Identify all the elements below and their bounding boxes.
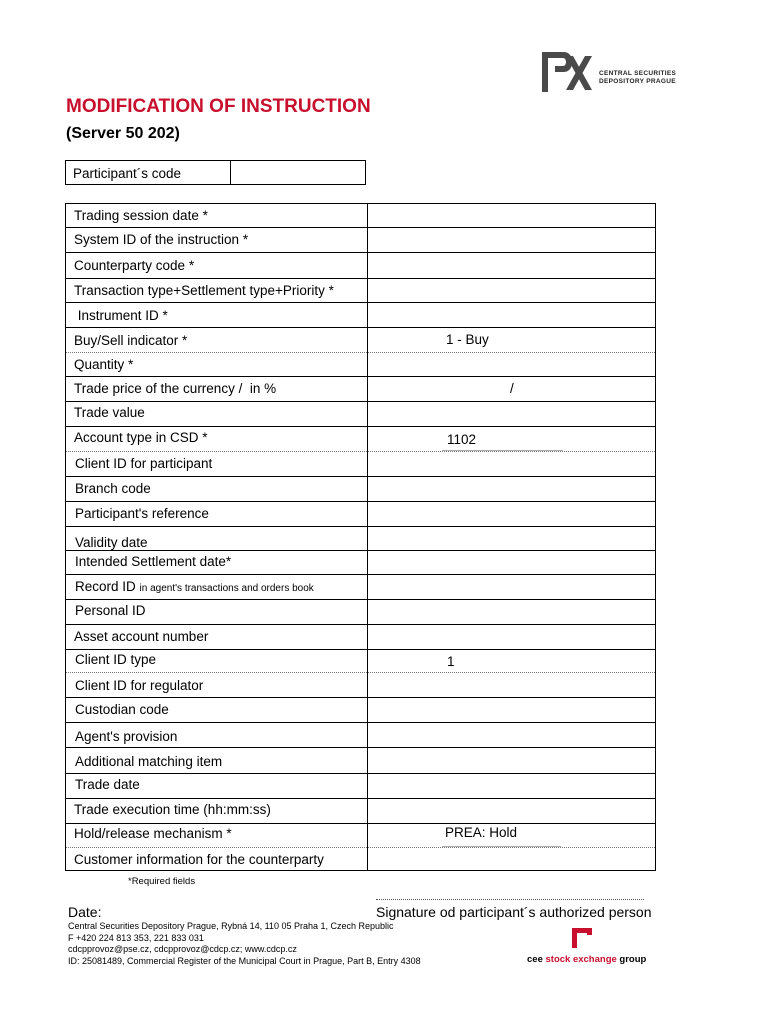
field-label: Trade price of the currency / in % (74, 381, 277, 396)
page-subtitle: (Server 50 202) (66, 125, 180, 142)
field-label: Customer information for the counterparty (74, 852, 324, 867)
row-divider (66, 574, 655, 575)
cee-group-logo-icon (572, 928, 594, 948)
signature-line (376, 899, 644, 900)
field-label: Asset account number (74, 629, 209, 644)
cee-group-logo-text: cee stock exchange group (527, 954, 647, 965)
row-divider (66, 451, 655, 452)
field-label: Custodian code (75, 702, 169, 717)
row-divider (66, 476, 655, 477)
row-divider (66, 722, 655, 723)
field-label: Buy/Sell indicator * (74, 333, 188, 348)
hold-release-value[interactable]: PREA: Hold (445, 825, 518, 840)
row-divider (66, 747, 655, 748)
field-label (75, 579, 314, 594)
row-divider (66, 252, 655, 253)
row-divider (66, 672, 655, 673)
row-divider (66, 278, 655, 279)
footer-line: Central Securities Depository Prague, Rybná 14, 110 05 Praha 1, Czech Republic (68, 921, 394, 931)
px-logo (542, 52, 594, 94)
row-divider (66, 599, 655, 600)
field-label: Instrument ID * (74, 308, 168, 323)
row-divider (66, 376, 655, 377)
record-id-label: Record ID (75, 579, 136, 594)
column-divider (367, 204, 368, 870)
trade-price-value[interactable]: / (510, 381, 514, 396)
field-label: Additional matching item (75, 754, 223, 769)
footer-line: ID: 25081489, Commercial Register of the Municipal Court in Prague, Part B, Entry 4308 (68, 955, 421, 966)
participant-code-label: Participant´s code (73, 166, 182, 181)
row-divider (66, 526, 655, 527)
field-label: Participant's reference (75, 506, 209, 521)
field-underline (442, 450, 563, 451)
row-divider (66, 227, 655, 228)
date-label: Date: (68, 904, 102, 920)
field-label: Account type in CSD * (74, 430, 208, 445)
field-label: Quantity * (74, 357, 134, 372)
instruction-table (65, 203, 656, 871)
row-divider (66, 401, 655, 402)
row-divider (66, 823, 655, 824)
buy-sell-value[interactable]: 1 - Buy (446, 332, 489, 347)
row-divider (66, 501, 655, 502)
row-divider (66, 649, 655, 650)
account-type-value[interactable]: 1102 (447, 432, 477, 447)
field-label: Validity date (75, 535, 148, 550)
field-label: System ID of the instruction * (74, 232, 249, 247)
field-label: Personal ID (75, 603, 146, 618)
client-id-type-value[interactable]: 1 (447, 654, 455, 669)
field-label: Agent's provision (75, 729, 178, 744)
field-label: Trade execution time (hh:mm:ss) (74, 802, 271, 817)
row-divider (66, 352, 655, 353)
footer-line: F +420 224 813 353, 221 833 031 (68, 932, 204, 943)
field-underline (442, 846, 561, 847)
field-label: Intended Settlement date* (75, 554, 232, 569)
signature-label: Signature od participant´s authorized person (376, 904, 652, 920)
footer-line: cdcpprovoz@pse.cz, cdcpprovoz@cdcp.cz; www.cdcp.cz (68, 944, 297, 954)
field-label: Transaction type+Settlement type+Priority * (74, 283, 334, 298)
record-id-note: in agent's transactions and orders book (139, 583, 314, 594)
row-divider (66, 847, 655, 848)
column-divider (230, 161, 231, 184)
row-divider (66, 773, 655, 774)
field-label: Branch code (75, 481, 151, 496)
field-label: Hold/release mechanism * (74, 826, 232, 841)
row-divider (66, 302, 655, 303)
field-label: Trade date (75, 777, 140, 792)
logo-text: CENTRAL SECURITIES DEPOSITORY PRAGUE (599, 70, 677, 85)
footer-address (68, 921, 421, 967)
participant-code-table (65, 160, 366, 185)
row-divider (66, 426, 655, 427)
row-divider (66, 550, 655, 551)
required-fields-note: *Required fields (128, 876, 196, 887)
field-label: Client ID for participant (75, 456, 213, 471)
row-divider (66, 697, 655, 698)
field-label: Client ID type (75, 652, 157, 667)
row-divider (66, 327, 655, 328)
field-label: Client ID for regulator (75, 678, 204, 693)
row-divider (66, 624, 655, 625)
page-title: MODIFICATION OF INSTRUCTION (66, 96, 371, 117)
field-label: Counterparty code * (74, 258, 195, 273)
field-label: Trade value (74, 405, 145, 420)
field-label: Trading session date * (74, 208, 208, 223)
row-divider (66, 798, 655, 799)
